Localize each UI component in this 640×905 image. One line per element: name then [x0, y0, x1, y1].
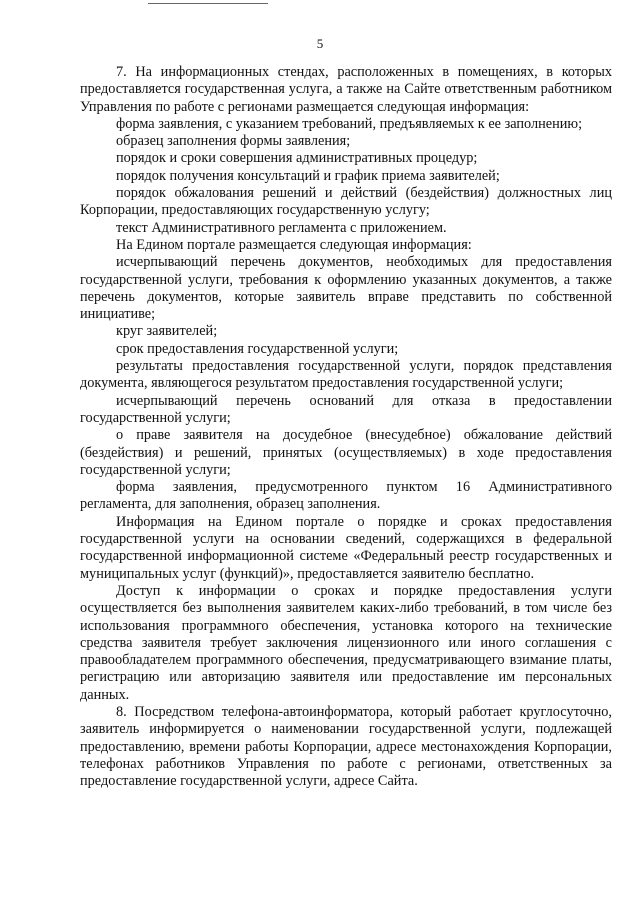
- list-item: исчерпывающий перечень оснований для отказа в предоставлении государственной услуги;: [80, 392, 612, 426]
- list-item: форма заявления, с указанием требований, предъявляемых к ее заполнению;: [116, 115, 583, 132]
- list-item: порядок и сроки совершения административных процедур;: [116, 150, 478, 167]
- list-item: срок предоставления государственной услуги;: [116, 340, 399, 357]
- paragraph-portal-intro: На Едином портале размещается следующая информация:: [116, 236, 472, 253]
- paragraph-access: Доступ к информации о сроках и порядке предоставления услуги осуществляется без выполнения заявителем каких-либо требований, в том числе без использования программного обеспечения, установка которого на технические средства заявителя требует заключения лицензионного или иного соглашения с правообладателем программного обеспечения, предусматривающего взимание платы, регистрацию или авторизацию заявителя или предоставление им персональных данных.: [80, 582, 612, 703]
- paragraph-portal-info: Информация на Едином портале о порядке и сроках предоставления государственной услуги на основании сведений, содержащихся в федеральной государственной информационной системе «Федеральный реестр государственных и муниципальных услуг (функций)», предоставляется заявителю бесплатно.: [80, 513, 612, 582]
- list-item: образец заполнения формы заявления;: [116, 133, 351, 150]
- paragraph-7-intro: 7. На информационных стендах, расположенных в помещениях, в которых предоставляется государственная услуга, а также на Сайте ответственным работником Управления по работе с регионами размещается следующая информация:: [80, 64, 612, 115]
- scan-edge-line: [148, 3, 268, 4]
- list-item: о праве заявителя на досудебное (внесудебное) обжалование действий (бездействия) и решений, принятых (осуществляемых) в ходе предоставления государственной услуги;: [80, 427, 612, 478]
- list-item: порядок получения консультаций и график приема заявителей;: [116, 167, 500, 184]
- page-number: 5: [316, 36, 324, 51]
- list-item: исчерпывающий перечень документов, необходимых для предоставления государственной услуги, требования к оформлению указанных документов, а также перечень документов, которые заявитель вправе представить по собственной инициативе;: [80, 254, 612, 323]
- list-item: порядок обжалования решений и действий (бездействия) должностных лиц Корпорации, предоставляющих государственную услугу;: [80, 185, 612, 219]
- list-item: форма заявления, предусмотренного пунктом 16 Административного регламента, для заполнения, образец заполнения.: [80, 479, 612, 513]
- list-item: круг заявителей;: [116, 323, 218, 340]
- list-item: результаты предоставления государственной услуги, порядок представления документа, являющегося результатом предоставления государственной услуги;: [80, 358, 612, 392]
- document-body: [80, 64, 612, 790]
- list-item: текст Административного регламента с приложением.: [116, 219, 447, 236]
- paragraph-8: 8. Посредством телефона-автоинформатора, который работает круглосуточно, заявитель информируется о наименовании государственной услуги, подлежащей предоставлению, времени работы Корпорации, адресе местонахождения Корпорации, телефонах работников Управления по работе с регионами, ответственных за предоставление государственной услуги, адресе Сайта.: [80, 703, 612, 790]
